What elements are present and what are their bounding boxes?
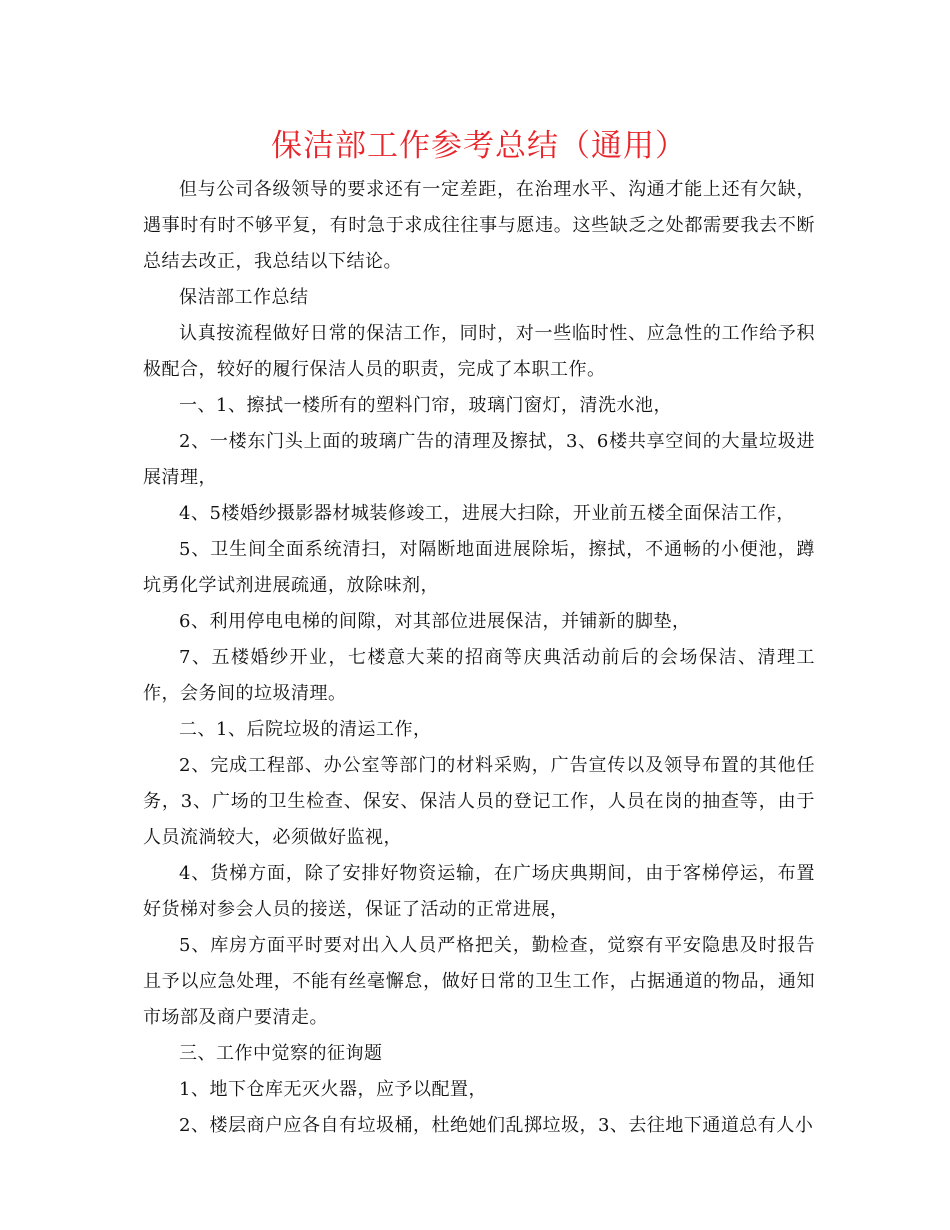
paragraph-12: 4、货梯方面，除了安排好物资运输，在广场庆典期间，由于客梯停运，布置好货梯对参会人员的接送，保证了活动的正常进展， xyxy=(143,863,815,920)
paragraph-7: 5、卫生间全面系统清扫，对隔断地面进展除垢，擦拭，不通畅的小便池，蹲坑勇化学试剂进展疏通，放除味剂， xyxy=(143,539,815,596)
paragraph-14: 三、工作中觉察的征询题 xyxy=(179,1043,383,1064)
paragraph-3: 认真按流程做好日常的保洁工作，同时，对一些临时性、应急性的工作给予积极配合，较好的履行保洁人员的职责，完成了本职工作。 xyxy=(143,323,815,380)
paragraph-5: 2、一楼东门头上面的玻璃广告的清理及擦拭，3、6楼共享空间的大量垃圾进展清理， xyxy=(143,431,815,488)
paragraph-11: 2、完成工程部、办公室等部门的材料采购，广告宣传以及领导布置的其他任务，3、广场的卫生检查、保安、保洁人员的登记工作，人员在岗的抽查等，由于人员流淌较大，必须做好监视， xyxy=(143,755,815,848)
paragraph-16: 2、楼层商户应各自有垃圾桶，杜绝她们乱掷垃圾，3、去往地下通道总有人小 xyxy=(179,1115,814,1136)
paragraph-13: 5、库房方面平时要对出入人员严格把关，勤检查，觉察有平安隐患及时报告且予以应急处理，不能有丝毫懈怠，做好日常的卫生工作，占据通道的物品，通知市场部及商户要清走。 xyxy=(143,935,815,1028)
paragraph-4: 一、1、擦拭一楼所有的塑料门帘，玻璃门窗灯，清洗水池， xyxy=(179,395,672,416)
paragraph-15: 1、地下仓库无灭火器，应予以配置， xyxy=(179,1079,487,1100)
paragraph-2: 保洁部工作总结 xyxy=(179,287,309,308)
paragraph-1: 但与公司各级领导的要求还有一定差距，在治理水平、沟通才能上还有欠缺，遇事时有时不够平复，有时急于求成往往事与愿违。这些缺乏之处都需要我去不断总结去改正，我总结以下结论。 xyxy=(143,179,815,272)
document-title: 保洁部工作参考总结（通用） xyxy=(271,128,687,164)
paragraph-8: 6、利用停电电梯的间隙，对其部位进展保洁，并铺新的脚垫， xyxy=(179,611,691,632)
paragraph-10: 二、1、后院垃圾的清运工作， xyxy=(179,719,432,740)
paragraph-9: 7、五楼婚纱开业，七楼意大莱的招商等庆典活动前后的会场保洁、清理工作，会务间的垃圾清理。 xyxy=(143,647,815,704)
document-body xyxy=(143,172,815,1144)
paragraph-6: 4、5楼婚纱摄影器材城装修竣工，进展大扫除，开业前五楼全面保洁工作， xyxy=(179,503,795,524)
